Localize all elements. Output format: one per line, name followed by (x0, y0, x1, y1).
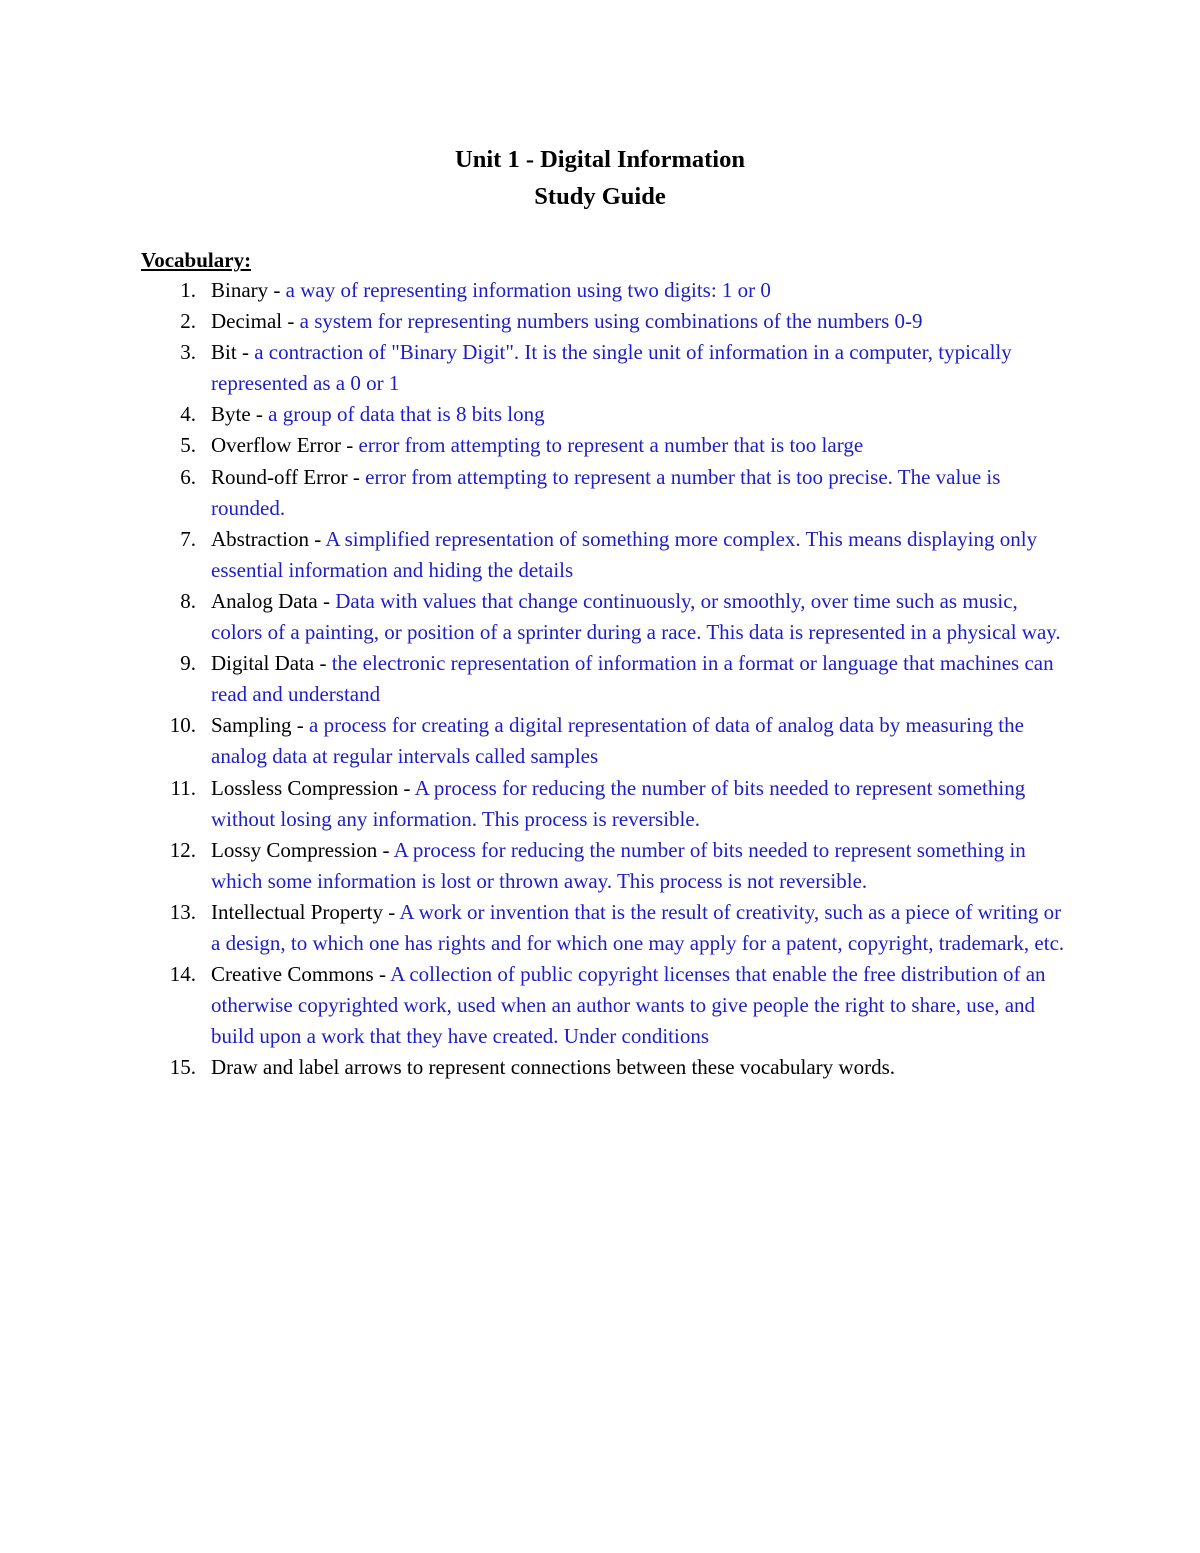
vocab-definition: a system for representing numbers using combinations of the numbers 0-9 (299, 309, 923, 334)
vocab-definition: a group of data that is 8 bits long (268, 402, 545, 427)
item-number: 6. (180, 464, 196, 489)
vocab-term: Decimal (211, 309, 283, 334)
term-separator: - (398, 775, 415, 800)
term-separator: - (291, 713, 310, 738)
vocab-item-decimal (141, 306, 1071, 337)
title-line-1: Unit 1 - Digital Information (455, 146, 745, 173)
term-separator: - (250, 402, 269, 427)
term-separator: - (236, 340, 255, 365)
vocab-term: Lossless Compression (211, 775, 399, 800)
vocab-term: Overflow Error (211, 433, 342, 458)
vocab-term: Bit (211, 340, 237, 365)
term-separator: - (377, 837, 394, 862)
term-separator: - (308, 526, 326, 551)
vocab-definition: A simplified representation of something more complex. This means displaying only essential information and hiding the details (211, 526, 1038, 582)
vocab-definition: A process for reducing the number of bits needed to represent something without losing any information. This process is reversible. (211, 775, 1026, 831)
term-separator: - (341, 433, 359, 458)
vocab-item-byte (141, 399, 1071, 430)
vocab-item-binary (141, 275, 1071, 306)
term-separator: - (347, 464, 366, 489)
item-number: 9. (180, 651, 196, 676)
item-number: 2. (180, 309, 196, 334)
title-line-2: Study Guide (534, 183, 666, 210)
vocab-definition: A collection of public copyright licenses that enable the free distribution of an otherwise copyrighted work, used when an author wants to give people the right to share, use, and build upon a work that they have created. Under conditions (211, 962, 1046, 1049)
item-number: 12. (169, 837, 196, 862)
vocab-item-lossless-compression (141, 773, 1071, 835)
item-number: 3. (180, 340, 196, 365)
vocab-term: Digital Data (211, 651, 315, 676)
vocab-item-bit (141, 337, 1071, 399)
vocab-definition: A process for reducing the number of bits needed to represent something in which some information is lost or thrown away. This process is not reversible. (211, 837, 1026, 893)
item-number: 11. (170, 775, 196, 800)
task-instruction: Draw and label arrows to represent connections between these vocabulary words. (211, 1055, 895, 1080)
item-number: 7. (180, 526, 196, 551)
vocab-term: Creative Commons (211, 962, 374, 987)
vocabulary-heading: Vocabulary: (141, 248, 252, 272)
vocab-item-abstraction (141, 524, 1071, 586)
vocab-term: Sampling (211, 713, 292, 738)
vocab-definition: A work or invention that is the result of creativity, such as a piece of writing or a design, to which one has rights and for which one may apply for a patent, copyright, trademark, etc. (211, 899, 1065, 955)
vocab-term: Analog Data (211, 588, 318, 613)
item-number: 4. (180, 402, 196, 427)
vocab-item-analog-data (141, 586, 1071, 648)
vocab-term: Abstraction (211, 526, 309, 551)
term-separator: - (268, 278, 286, 302)
term-separator: - (282, 309, 300, 334)
term-separator: - (383, 899, 400, 924)
vocab-item-draw-arrows-task (141, 1052, 1071, 1083)
vocab-item-intellectual-property (141, 897, 1071, 959)
term-separator: - (314, 651, 332, 676)
vocab-definition: Data with values that change continuously, or smoothly, over time such as music, colors of a painting, or position of a sprinter during a race. This data is represented in a physical way. (211, 588, 1061, 645)
item-number: 14. (169, 962, 196, 987)
item-number: 15. (169, 1055, 196, 1080)
vocab-definition: a way of representing information using two digits: 1 or 0 (285, 278, 771, 302)
item-number: 5. (180, 433, 196, 458)
document-title (0, 141, 1200, 215)
vocab-term: Round-off Error (211, 464, 348, 489)
vocab-term: Intellectual Property (211, 899, 384, 924)
vocabulary-list (141, 275, 1071, 1083)
vocab-item-creative-commons (141, 959, 1071, 1052)
term-separator: - (317, 588, 336, 613)
vocab-item-sampling (141, 710, 1071, 772)
item-number: 10. (169, 713, 196, 738)
vocab-term: Lossy Compression (211, 837, 378, 862)
item-number: 13. (169, 899, 196, 924)
vocab-definition: a contraction of "Binary Digit". It is the single unit of information in a computer, typically represented as a 0 or 1 (211, 340, 1012, 396)
item-number: 1. (180, 278, 196, 302)
term-separator: - (373, 962, 391, 987)
vocab-definition: error from attempting to represent a number that is too precise. The value is rounded. (211, 464, 1001, 520)
item-number: 8. (180, 588, 196, 613)
vocab-term: Byte (211, 402, 251, 427)
vocab-item-round-off-error (141, 462, 1071, 524)
vocab-definition: the electronic representation of information in a format or language that machines can read and understand (211, 651, 1054, 707)
vocab-item-lossy-compression (141, 835, 1071, 897)
vocab-definition: a process for creating a digital representation of data of analog data by measuring the analog data at regular intervals called samples (211, 713, 1024, 769)
vocab-definition: error from attempting to represent a number that is too large (358, 433, 864, 458)
vocab-term: Binary (211, 278, 269, 302)
vocab-item-digital-data (141, 648, 1071, 710)
vocab-item-overflow-error (141, 430, 1071, 461)
